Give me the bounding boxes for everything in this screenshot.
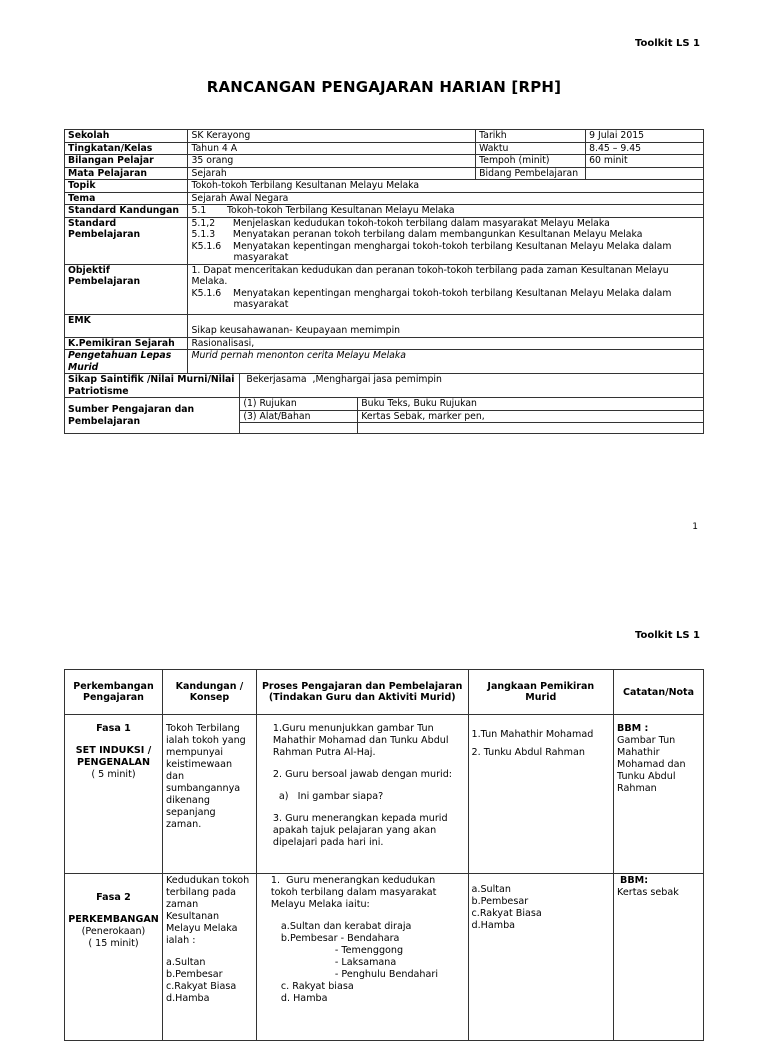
fasa-2-p-d: d. Hamba — [280, 993, 328, 1004]
tarikh-value: 9 Julai 2015 — [586, 130, 704, 143]
fasa-2-k-c: c.Rakyat Biasa — [165, 981, 237, 992]
fasa-2-stage: PERKEMBANGAN — [68, 914, 159, 925]
waktu-value: 8.45 – 9.45 — [586, 142, 704, 155]
obj-line-1: 1. Dapat menceritakan kedudukan dan peranan tokoh-tokoh terbilang pada zaman Kesultanan Melayu Melaka. — [191, 264, 669, 287]
plm-label: Pengetahuan Lepas Murid — [65, 350, 188, 374]
fasa-1-proses-3: 3. Guru menerangkan kepada murid apakah tajuk pelajaran yang akan dipelajari pada hari ini. — [272, 813, 448, 848]
fasa-2-bbm: Kertas sebak — [617, 887, 679, 898]
pelajar-label: Bilangan Pelajar — [65, 155, 188, 168]
fasa-1-proses-1: 1.Guru menunjukkan gambar Tun Mahathir Mohamad dan Tunku Abdul Rahman Putra Al-Haj. — [272, 723, 449, 758]
waktu-label: Waktu — [476, 142, 586, 155]
fasa-2-k-b: b.Pembesar — [165, 969, 223, 980]
fasa-1-stage: SET INDUKSI / PENGENALAN — [75, 745, 152, 768]
fasa-2-time: ( 15 minit) — [88, 938, 139, 949]
table-row — [65, 715, 704, 874]
fasa-2-p-c: c. Rakyat biasa — [280, 981, 354, 992]
sp-line-2: 5.1.3 Menyatakan peranan tokoh terbilang dalam membangunkan Kesultanan Melayu Melaka — [191, 229, 643, 240]
toolkit-label: Toolkit LS 1 — [634, 38, 700, 49]
fasa-1-cell — [65, 715, 163, 874]
fasa-2-j-c: c.Rakyat Biasa — [471, 908, 542, 919]
fasa-2-p-a: a.Sultan dan kerabat diraja — [280, 921, 412, 932]
bidang-label: Bidang Pembelajaran — [476, 167, 586, 180]
fasa-1-jangkaan-2: 2. Tunku Abdul Rahman — [471, 747, 585, 758]
emk-value: Sikap keusahawanan- Keupayaan memimpin — [188, 314, 704, 337]
page-title: RANCANGAN PENGAJARAN HARIAN [RPH] — [206, 78, 562, 96]
header-jangkaan: Jangkaan Pemikiran Murid — [468, 670, 614, 715]
fasa-1-jangkaan-1: 1.Tun Mahathir Mohamad — [471, 729, 594, 740]
fasa-1-proses-2a: a) Ini gambar siapa? — [278, 791, 384, 802]
fasa-1-bbm: Gambar Tun Mahathir Mohamad dan Tunku Abdul Rahman — [617, 735, 686, 794]
tema-value: Sejarah Awal Negara — [188, 192, 704, 205]
obj-label: Objektif Pembelajaran — [65, 264, 188, 314]
plm-value: Murid pernah menonton cerita Melayu Melaka — [188, 350, 704, 374]
fasa-2-sub: (Penerokaan) — [81, 926, 146, 937]
pelajar-value: 35 orang — [188, 155, 476, 168]
kps-label: K.Pemikiran Sejarah — [65, 337, 188, 350]
kelas-label: Tingkatan/Kelas — [65, 142, 188, 155]
fasa-1-proses — [256, 715, 468, 874]
fasa-2-p-b2: - Laksamana — [334, 957, 397, 968]
fasa-2-name: Fasa 2 — [96, 892, 131, 903]
sp-line-3b: masyarakat — [233, 252, 289, 263]
header-catatan: Catatan/Nota — [614, 670, 704, 715]
fasa-2-p-b3: - Penghulu Bendahari — [334, 969, 438, 980]
fasa-2-jangkaan — [468, 874, 614, 1041]
fasa-2-cell — [65, 874, 163, 1041]
tempoh-label: Tempoh (minit) — [476, 155, 586, 168]
fasa-1-name: Fasa 1 — [96, 723, 131, 734]
sekolah-value: SK Kerayong — [188, 130, 476, 143]
sp-value — [188, 217, 704, 264]
sikap-value: Bekerjasama ,Menghargai jasa pemimpin — [240, 374, 704, 398]
page-number: 1 — [692, 522, 698, 532]
fasa-2-j-a: a.Sultan — [471, 884, 512, 895]
fasa-1-jangkaan — [468, 715, 614, 874]
header-kandungan: Kandungan / Konsep — [162, 670, 256, 715]
fasa-2-proses-1: 1. Guru menerangkan kedudukan tokoh terbilang dalam masyarakat Melayu Melaka iaitu: — [270, 875, 440, 910]
obj-value — [188, 264, 704, 314]
toolkit-label-2: Toolkit LS 1 — [634, 630, 700, 641]
fasa-2-k-a: a.Sultan — [165, 957, 206, 968]
topik-label: Topik — [65, 180, 188, 193]
rph-info-table — [64, 129, 704, 434]
fasa-1-catatan — [614, 715, 704, 874]
fasa-1-kandungan: Tokoh Terbilang ialah tokoh yang mempunyai keistimewaan dan sumbangannya dikenang sepanjang zaman. — [162, 715, 256, 874]
header-perkembangan: Perkembangan Pengajaran — [65, 670, 163, 715]
fasa-1-proses-2: 2. Guru bersoal jawab dengan murid: — [272, 769, 453, 780]
sp-line-3: K5.1.6 Menyatakan kepentingan menghargai tokoh-tokoh terbilang Kesultanan Melayu Melaka dalam — [191, 240, 672, 252]
fasa-1-time: ( 5 minit) — [91, 769, 136, 780]
sumber-label: Sumber Pengajaran dan Pembelajaran — [65, 398, 240, 434]
fasa-2-bbm-label: BBM: — [620, 875, 649, 886]
tempoh-value: 60 minit — [586, 155, 704, 168]
kelas-value: Tahun 4 A — [188, 142, 476, 155]
sk-value: 5.1 Tokoh-tokoh Terbilang Kesultanan Melayu Melaka — [188, 205, 704, 218]
empty-cell — [240, 423, 358, 434]
alat-value: Kertas Sebak, marker pen, — [358, 410, 704, 423]
sk-label: Standard Kandungan — [65, 205, 188, 218]
fasa-1-bbm-label: BBM : — [617, 723, 649, 734]
fasa-2-j-b: b.Pembesar — [471, 896, 529, 907]
rujukan-label: (1) Rujukan — [240, 398, 358, 411]
rujukan-value: Buku Teks, Buku Rujukan — [358, 398, 704, 411]
obj-line-2b: masyarakat — [233, 299, 289, 310]
fasa-2-catatan — [614, 874, 704, 1041]
fasa-2-kandungan-text: Kedudukan tokoh terbilang pada zaman Kesultanan Melayu Melaka ialah : — [165, 875, 250, 946]
tarikh-label: Tarikh — [476, 130, 586, 143]
empty-cell — [358, 423, 704, 434]
sp-label: Standard Pembelajaran — [65, 217, 188, 264]
mata-value: Sejarah — [188, 167, 476, 180]
sikap-label: Sikap Saintifik /Nilai Murni/Nilai Patriotisme — [65, 374, 240, 398]
topik-value: Tokoh-tokoh Terbilang Kesultanan Melayu Melaka — [188, 180, 704, 193]
sekolah-label: Sekolah — [65, 130, 188, 143]
fasa-2-proses — [256, 874, 468, 1041]
mata-label: Mata Pelajaran — [65, 167, 188, 180]
lesson-process-table — [64, 669, 704, 1041]
alat-label: (3) Alat/Bahan — [240, 410, 358, 423]
kps-value: Rasionalisasi, — [188, 337, 704, 350]
tema-label: Tema — [65, 192, 188, 205]
fasa-2-k-d: d.Hamba — [165, 993, 210, 1004]
fasa-2-j-d: d.Hamba — [471, 920, 516, 931]
sp-line-1: 5.1,2 Menjelaskan kedudukan tokoh-tokoh terbilang dalam masyarakat Melayu Melaka — [191, 217, 610, 229]
emk-label: EMK — [65, 314, 188, 337]
fasa-2-kandungan — [162, 874, 256, 1041]
table-row — [65, 874, 704, 1041]
bidang-value — [586, 167, 704, 180]
header-proses: Proses Pengajaran dan Pembelajaran (Tindakan Guru dan Aktiviti Murid) — [256, 670, 468, 715]
fasa-2-p-b: b.Pembesar - Bendahara — [280, 933, 400, 944]
obj-line-2: K5.1.6 Menyatakan kepentingan menghargai tokoh-tokoh terbilang Kesultanan Melayu Melaka dalam — [191, 287, 672, 299]
fasa-2-p-b1: - Temenggong — [334, 945, 404, 956]
